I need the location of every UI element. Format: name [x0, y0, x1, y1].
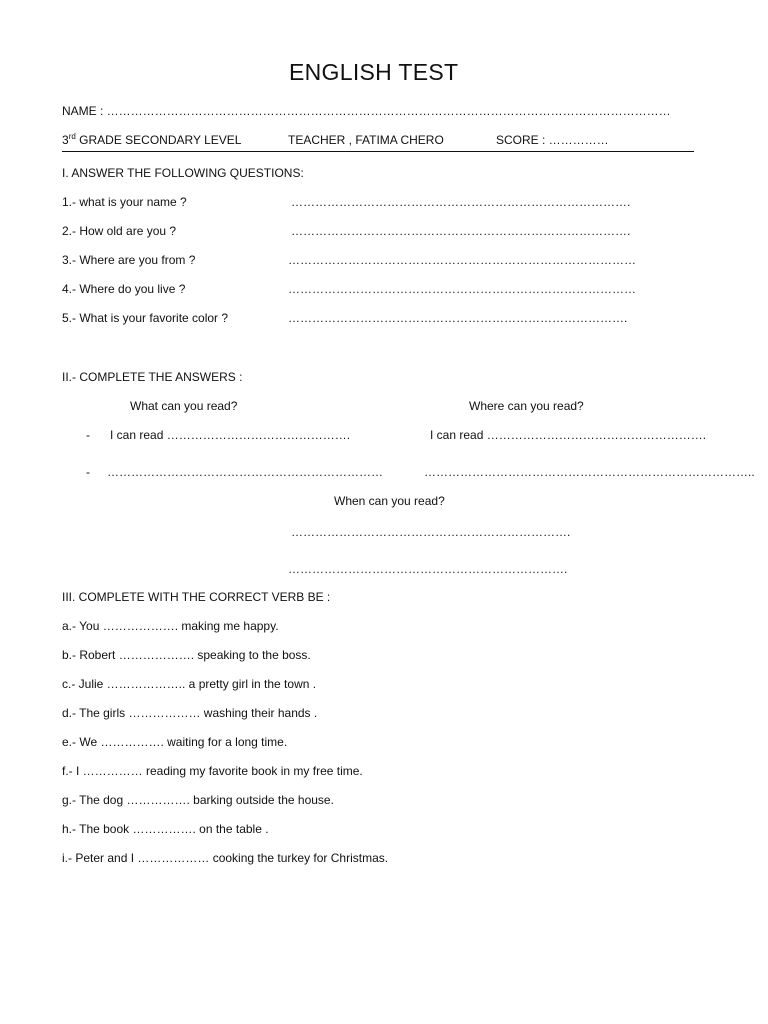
question-3: 3.- Where are you from ? — [62, 253, 196, 267]
bullet-2: - — [86, 465, 90, 479]
verb-item-d: d.- The girls ……………… washing their hands . — [62, 706, 318, 720]
center-line-1: ……………………………………………………………. — [291, 525, 571, 539]
center-line-2: ……………………………………………………………. — [288, 562, 568, 576]
center-question: When can you read? — [334, 494, 445, 508]
section2-heading: II.- COMPLETE THE ANSWERS : — [62, 370, 243, 384]
grade-text: GRADE SECONDARY LEVEL — [75, 133, 242, 147]
grade-level — [62, 133, 241, 147]
question-2: 2.- How old are you ? — [62, 224, 177, 238]
score-line: SCORE : …………… — [496, 133, 609, 147]
answer-line-2: …………………………………………………………………………. — [291, 224, 631, 238]
left-answer-1: I can read ………………………………………. — [110, 428, 351, 442]
verb-item-b: b.- Robert ………………. speaking to the boss. — [62, 648, 311, 662]
header-rule — [62, 151, 694, 152]
verb-item-g: g.- The dog ……………. barking outside the house. — [62, 793, 334, 807]
verb-item-c: c.- Julie ……………….. a pretty girl in the town . — [62, 677, 317, 691]
verb-item-e: e.- We ……………. waiting for a long time. — [62, 735, 288, 749]
answer-line-4: …………………………………………………………………………… — [288, 282, 636, 296]
section1-heading: I. ANSWER THE FOLLOWING QUESTIONS: — [62, 166, 304, 180]
answer-line-5: …………………………………………………………………………. — [288, 311, 628, 325]
bullet-1: - — [86, 428, 90, 442]
verb-item-i: i.- Peter and I ……………… cooking the turkey for Christmas. — [62, 851, 389, 865]
verb-item-h: h.- The book ……………. on the table . — [62, 822, 269, 836]
grade-number: 3 — [62, 133, 69, 147]
right-question: Where can you read? — [469, 399, 584, 413]
question-4: 4.- Where do you live ? — [62, 282, 186, 296]
answer-line-3: …………………………………………………………………………… — [288, 253, 636, 267]
left-question: What can you read? — [130, 399, 238, 413]
name-line: NAME : …………………………………………………………………………………………………………………………… — [62, 104, 671, 118]
verb-item-f: f.- I …………… reading my favorite book in my free time. — [62, 764, 363, 778]
right-answer-1: I can read ………………………………………………. — [430, 428, 707, 442]
grade-ordinal: rd — [68, 132, 76, 141]
right-answer-2: ……………………………………………………………………….. — [424, 465, 755, 479]
answer-line-1: …………………………………………………………………………. — [291, 195, 631, 209]
teacher-name: TEACHER , FATIMA CHERO — [288, 133, 444, 147]
page-title: ENGLISH TEST — [289, 59, 459, 85]
question-5: 5.- What is your favorite color ? — [62, 311, 229, 325]
verb-item-a: a.- You ………………. making me happy. — [62, 619, 279, 633]
section3-heading: III. COMPLETE WITH THE CORRECT VERB BE : — [62, 590, 331, 604]
left-answer-2: …………………………………………………………… — [107, 465, 383, 479]
question-1: 1.- what is your name ? — [62, 195, 187, 209]
